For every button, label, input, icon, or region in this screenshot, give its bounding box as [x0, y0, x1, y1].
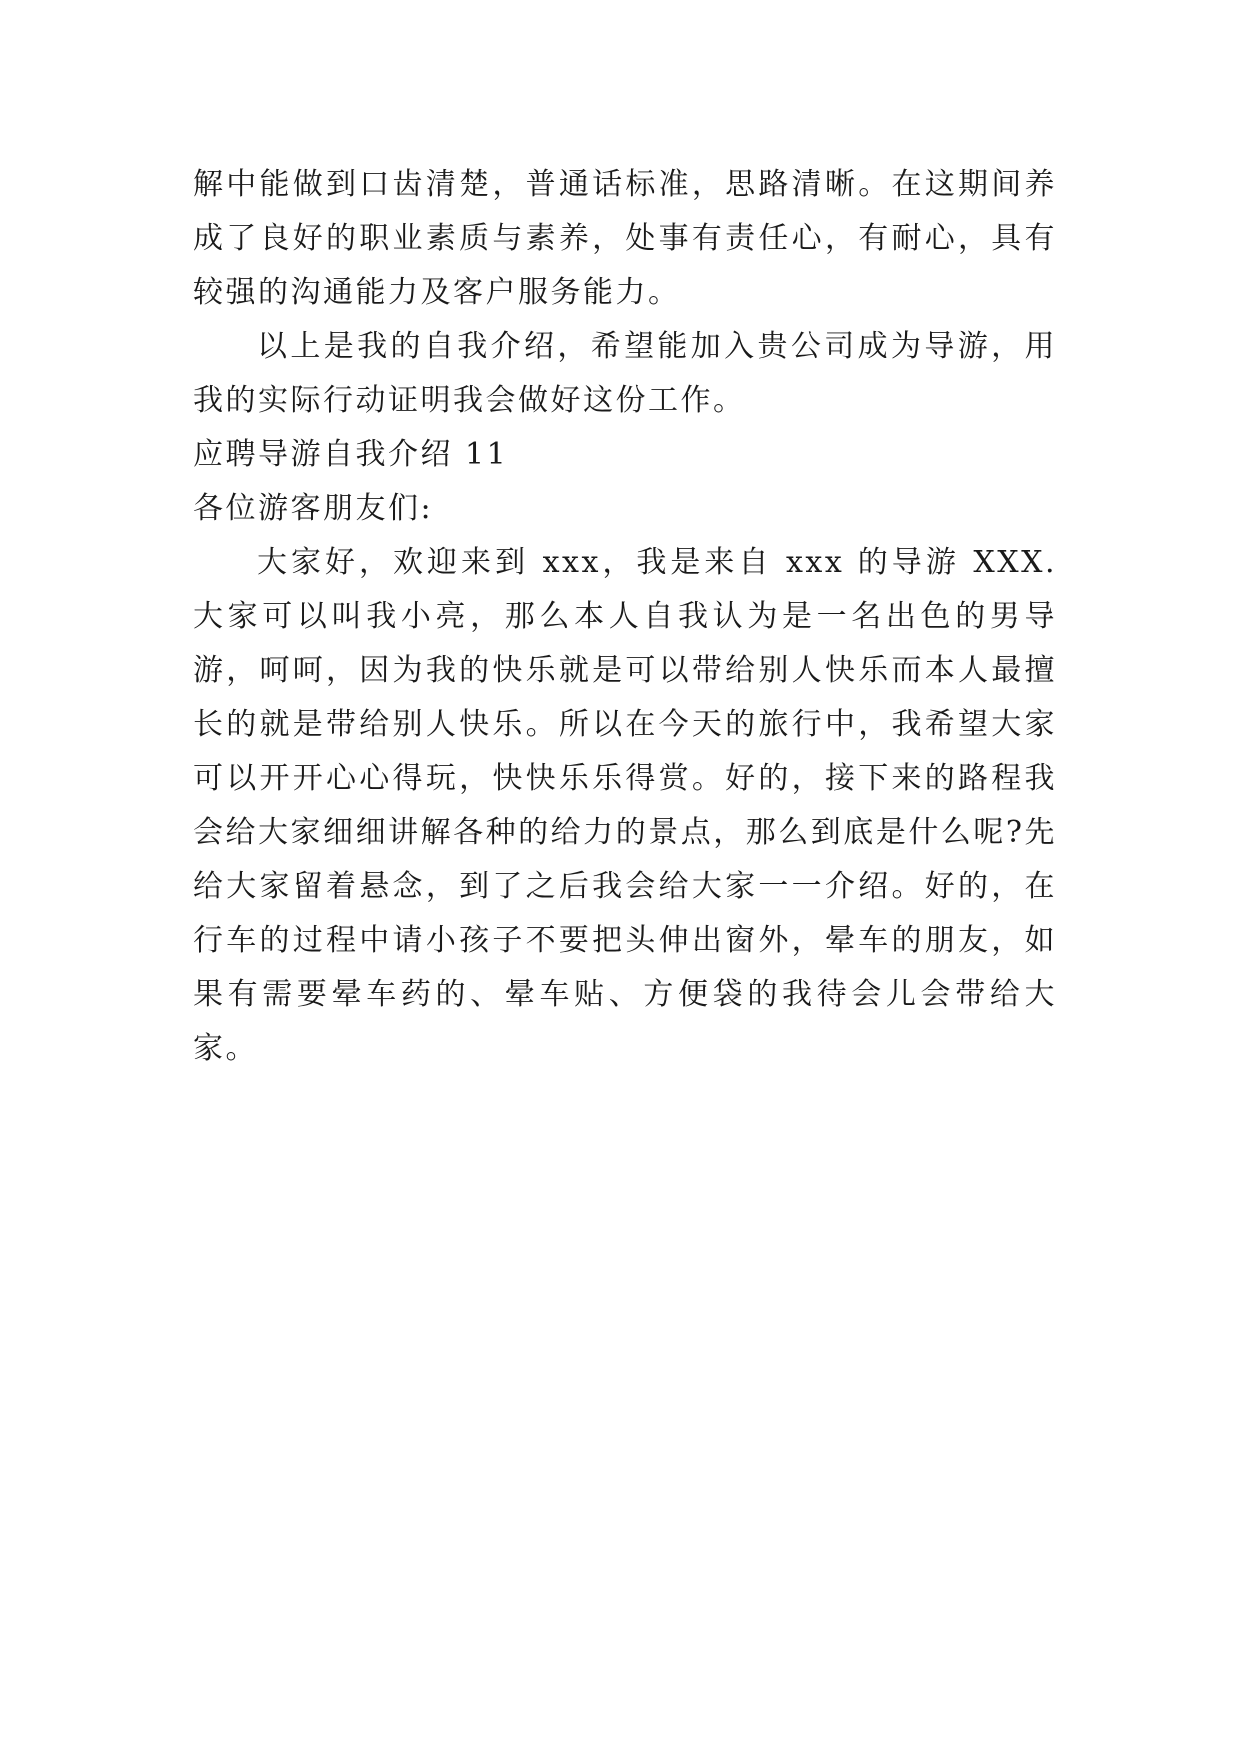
document-content: [193, 158, 1057, 1076]
paragraph-body: 大家好，欢迎来到 xxx，我是来自 xxx 的导游 XXX. 大家可以叫我小亮，那么本人自我认为是一名出色的男导游，呵呵，因为我的快乐就是可以带给别人快乐而本人最擅长的就是带给别人快乐。所以在今天的旅行中，我希望大家可以开开心心得玩，快快乐乐得赏。好的，接下来的路程我会给大家细细讲解各种的给力的景点，那么到底是什么呢?先给大家留着悬念，到了之后我会给大家一一介绍。好的，在行车的过程中请小孩子不要把头伸出窗外，晕车的朋友，如果有需要晕车药的、晕车贴、方便袋的我待会儿会带给大家。: [193, 545, 1057, 1066]
section-title: 应聘导游自我介绍 11: [193, 437, 509, 472]
paragraph-closing: 以上是我的自我介绍，希望能加入贵公司成为导游，用我的实际行动证明我会做好这份工作。: [193, 329, 1057, 418]
salutation: 各位游客朋友们:: [193, 491, 434, 526]
paragraph-continuation: 解中能做到口齿清楚，普通话标准，思路清晰。在这期间养成了良好的职业素质与素养，处事有责任心，有耐心，具有较强的沟通能力及客户服务能力。: [193, 167, 1057, 310]
